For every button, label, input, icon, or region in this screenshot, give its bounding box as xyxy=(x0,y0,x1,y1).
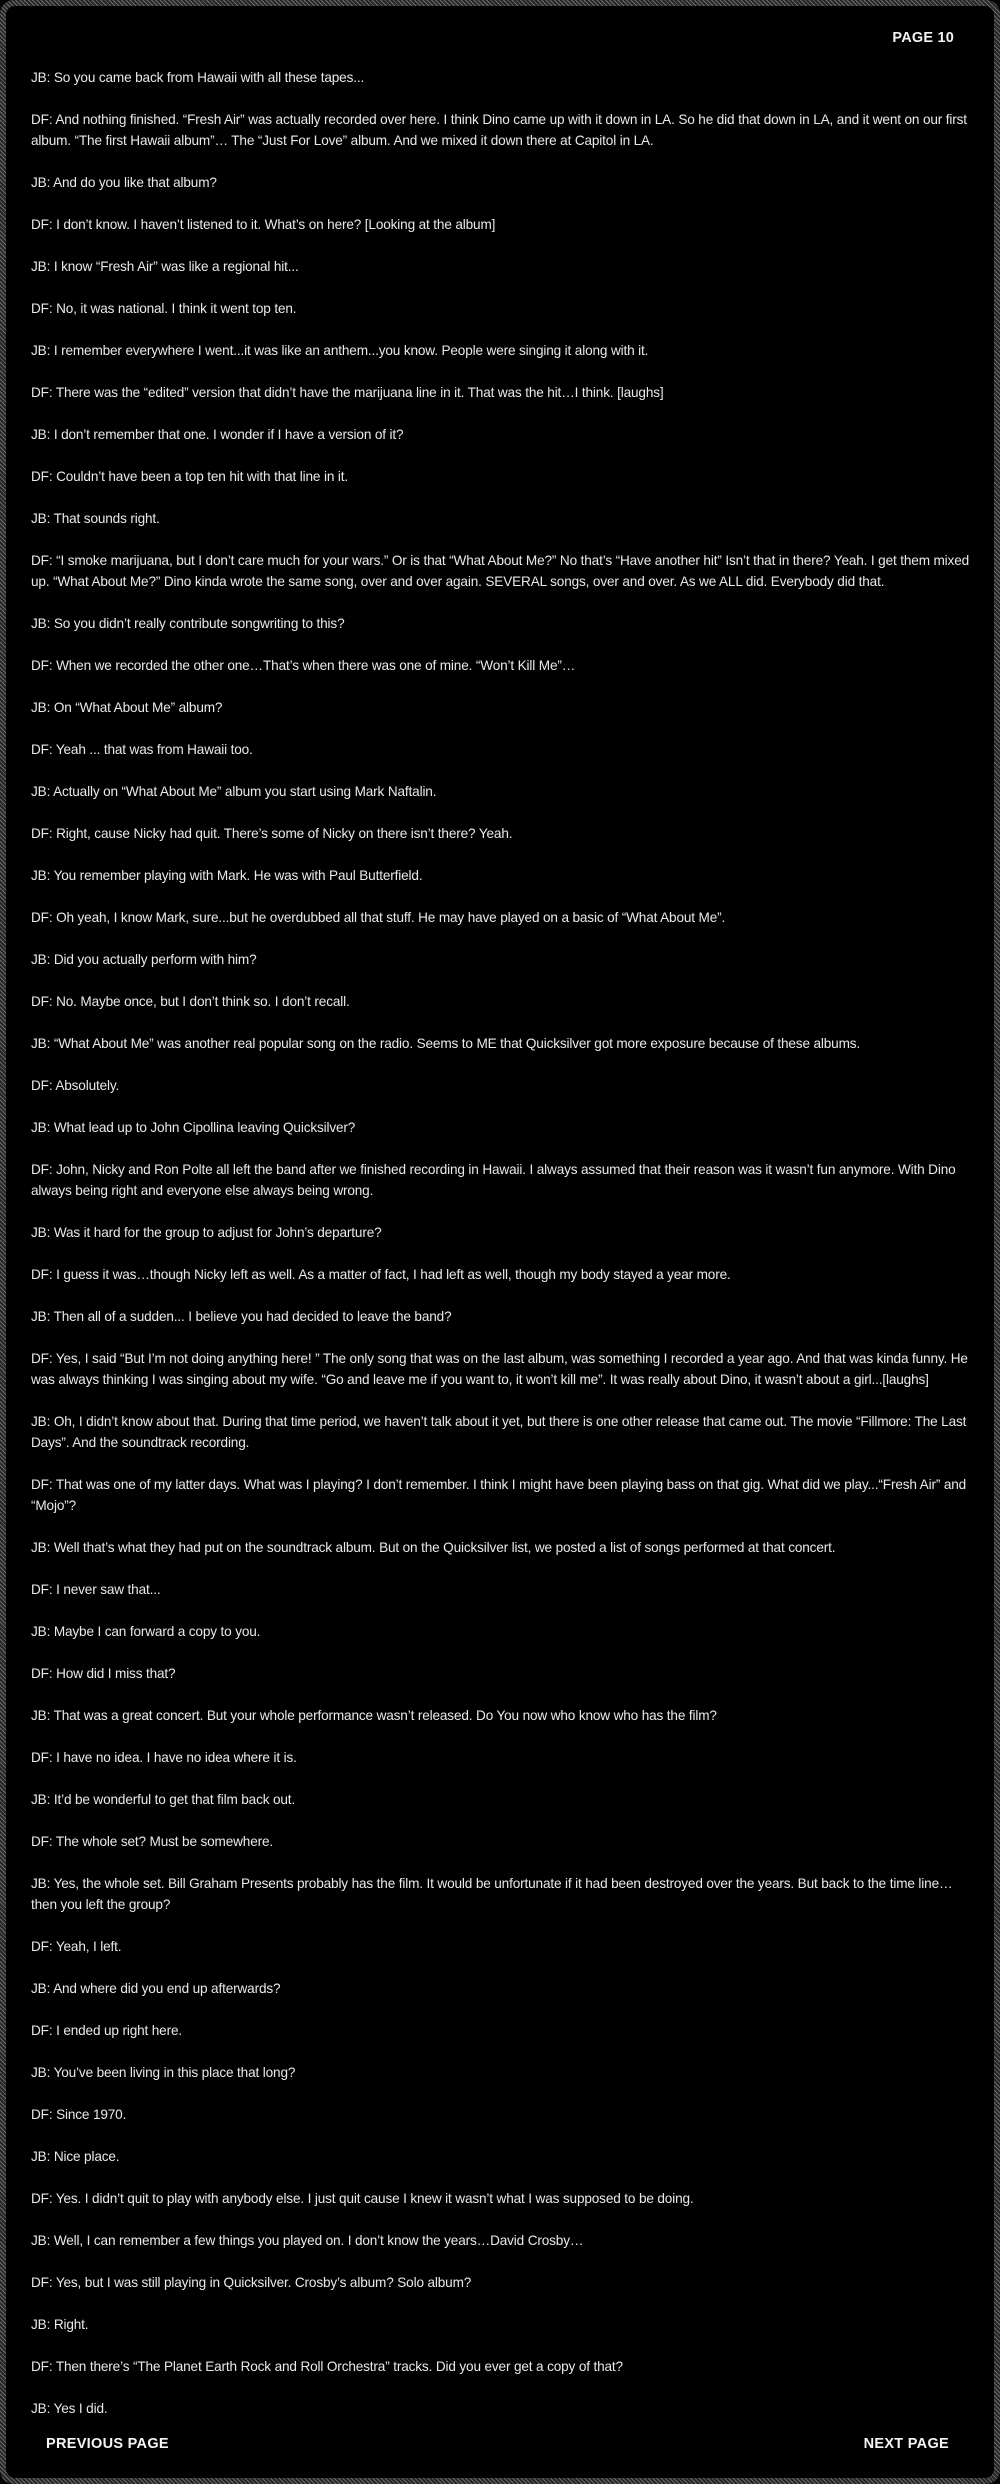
transcript-paragraph: JB: Well, I can remember a few things you played on. I don’t know the years…David Crosby… xyxy=(31,2233,584,2248)
transcript-paragraph: JB: Nice place. xyxy=(31,2149,120,2164)
transcript-paragraph: JB: Yes I did. xyxy=(31,2401,108,2416)
transcript-paragraph: DF: Absolutely. xyxy=(31,1078,120,1093)
transcript-paragraph: DF: Yes, but I was still playing in Quicksilver. Crosby’s album? Solo album? xyxy=(31,2275,472,2290)
transcript-paragraph: JB: And where did you end up afterwards? xyxy=(31,1981,281,1996)
transcript-paragraph: JB: Did you actually perform with him? xyxy=(31,952,257,967)
transcript-paragraph: JB: I know “Fresh Air” was like a regional hit... xyxy=(31,259,299,274)
transcript-paragraph: DF: Oh yeah, I know Mark, sure...but he overdubbed all that stuff. He may have played on a basic of “What About Me”. xyxy=(31,910,726,925)
interview-page xyxy=(6,6,994,2478)
transcript-paragraph: DF: Couldn’t have been a top ten hit with that line in it. xyxy=(31,469,348,484)
transcript-paragraph: JB: Right. xyxy=(31,2317,89,2332)
transcript-paragraph: JB: You remember playing with Mark. He was with Paul Butterfield. xyxy=(31,868,423,883)
transcript-paragraph: DF: Yes, I said “But I’m not doing anything here! ” The only song that was on the last album, was something I recorded a year ago. And that was kinda funny. He was always thinking I was singing about my wife. “Go and leave me if you want to, it won’t kill me”. It was really about Dino, it wasn’t about a girl...[laughs] xyxy=(31,1351,968,1387)
transcript-paragraph: JB: And do you like that album? xyxy=(31,175,217,190)
transcript-paragraph: JB: What lead up to John Cipollina leaving Quicksilver? xyxy=(31,1120,356,1135)
interview-transcript xyxy=(31,67,969,2419)
previous-page-link[interactable]: PREVIOUS PAGE xyxy=(46,2436,169,2452)
transcript-paragraph: DF: Right, cause Nicky had quit. There’s some of Nicky on there isn’t there? Yeah. xyxy=(31,826,513,841)
transcript-paragraph: DF: Yeah ... that was from Hawaii too. xyxy=(31,742,253,757)
transcript-paragraph: JB: Then all of a sudden... I believe you had decided to leave the band? xyxy=(31,1309,452,1324)
pagination-nav xyxy=(46,2436,949,2452)
transcript-paragraph: JB: That sounds right. xyxy=(31,511,160,526)
transcript-paragraph: DF: I have no idea. I have no idea where it is. xyxy=(31,1750,297,1765)
transcript-paragraph: DF: Yeah, I left. xyxy=(31,1939,122,1954)
transcript-paragraph: DF: I ended up right here. xyxy=(31,2023,183,2038)
transcript-paragraph: JB: Well that’s what they had put on the soundtrack album. But on the Quicksilver list, we posted a list of songs performed at that concert. xyxy=(31,1540,836,1555)
next-page-link[interactable]: NEXT PAGE xyxy=(863,2436,949,2452)
transcript-paragraph: DF: There was the “edited” version that didn’t have the marijuana line in it. That was the hit…I think. [laughs] xyxy=(31,385,664,400)
transcript-paragraph: DF: I guess it was…though Nicky left as well. As a matter of fact, I had left as well, though my body stayed a year more. xyxy=(31,1267,731,1282)
transcript-paragraph: JB: Oh, I didn’t know about that. During that time period, we haven’t talk about it yet, but there is one other release that came out. The movie “Fillmore: The Last Days”. And the soundtrack recording. xyxy=(31,1414,967,1450)
transcript-paragraph: DF: Yes. I didn’t quit to play with anybody else. I just quit cause I knew it wasn’t what I was supposed to be doing. xyxy=(31,2191,694,2206)
transcript-paragraph: DF: How did I miss that? xyxy=(31,1666,176,1681)
transcript-paragraph: JB: “What About Me” was another real popular song on the radio. Seems to ME that Quicksilver got more exposure because of these albums. xyxy=(31,1036,861,1051)
transcript-paragraph: DF: I don’t know. I haven’t listened to it. What’s on here? [Looking at the album] xyxy=(31,217,496,232)
transcript-paragraph: JB: It’d be wonderful to get that film back out. xyxy=(31,1792,296,1807)
transcript-paragraph: JB: On “What About Me” album? xyxy=(31,700,223,715)
transcript-paragraph: DF: That was one of my latter days. What was I playing? I don’t remember. I think I might have been playing bass on that gig. What did we play...“Fresh Air” and “Mojo”? xyxy=(31,1477,967,1513)
transcript-paragraph: DF: And nothing finished. “Fresh Air” was actually recorded over here. I think Dino came up with it down in LA. So he did that down in LA, and it went on our first album. “The first Hawaii album”… The “Just For Love” album. And we mixed it down there at Capitol in LA. xyxy=(31,112,967,148)
transcript-paragraph: JB: So you didn’t really contribute songwriting to this? xyxy=(31,616,345,631)
transcript-paragraph: JB: Was it hard for the group to adjust for John’s departure? xyxy=(31,1225,382,1240)
transcript-paragraph: JB: I don’t remember that one. I wonder if I have a version of it? xyxy=(31,427,404,442)
transcript-paragraph: DF: Then there’s “The Planet Earth Rock and Roll Orchestra” tracks. Did you ever get a copy of that? xyxy=(31,2359,623,2374)
transcript-paragraph: DF: “I smoke marijuana, but I don’t care much for your wars.” Or is that “What About Me?” No that’s “Have another hit” Isn’t that in there? Yeah. I get them mixed up. “What About Me?” Dino kinda wrote the same song, over and over again. SEVERAL songs, over and over. As we ALL did. Everybody did that. xyxy=(31,553,970,589)
transcript-paragraph: DF: No. Maybe once, but I don’t think so. I don’t recall. xyxy=(31,994,350,1009)
page-number-label: PAGE 10 xyxy=(892,30,954,46)
transcript-paragraph: JB: Maybe I can forward a copy to you. xyxy=(31,1624,261,1639)
transcript-paragraph: JB: That was a great concert. But your whole performance wasn’t released. Do You now who know who has the film? xyxy=(31,1708,717,1723)
transcript-paragraph: DF: When we recorded the other one…That’s when there was one of mine. “Won’t Kill Me”… xyxy=(31,658,576,673)
transcript-paragraph: JB: You’ve been living in this place that long? xyxy=(31,2065,296,2080)
transcript-paragraph: DF: Since 1970. xyxy=(31,2107,127,2122)
transcript-paragraph: DF: I never saw that... xyxy=(31,1582,161,1597)
transcript-paragraph: DF: John, Nicky and Ron Polte all left the band after we finished recording in Hawaii. I always assumed that their reason was it wasn’t fun anymore. With Dino always being right and everyone else always being wrong. xyxy=(31,1162,956,1198)
transcript-paragraph: JB: Actually on “What About Me” album you start using Mark Naftalin. xyxy=(31,784,437,799)
transcript-paragraph: JB: Yes, the whole set. Bill Graham Presents probably has the film. It would be unfortunate if it had been destroyed over the years. But back to the time line…then you left the group? xyxy=(31,1876,953,1912)
transcript-paragraph: JB: I remember everywhere I went...it was like an anthem...you know. People were singing it along with it. xyxy=(31,343,649,358)
transcript-paragraph: JB: So you came back from Hawaii with all these tapes... xyxy=(31,70,365,85)
transcript-paragraph: DF: No, it was national. I think it went top ten. xyxy=(31,301,297,316)
transcript-paragraph: DF: The whole set? Must be somewhere. xyxy=(31,1834,274,1849)
